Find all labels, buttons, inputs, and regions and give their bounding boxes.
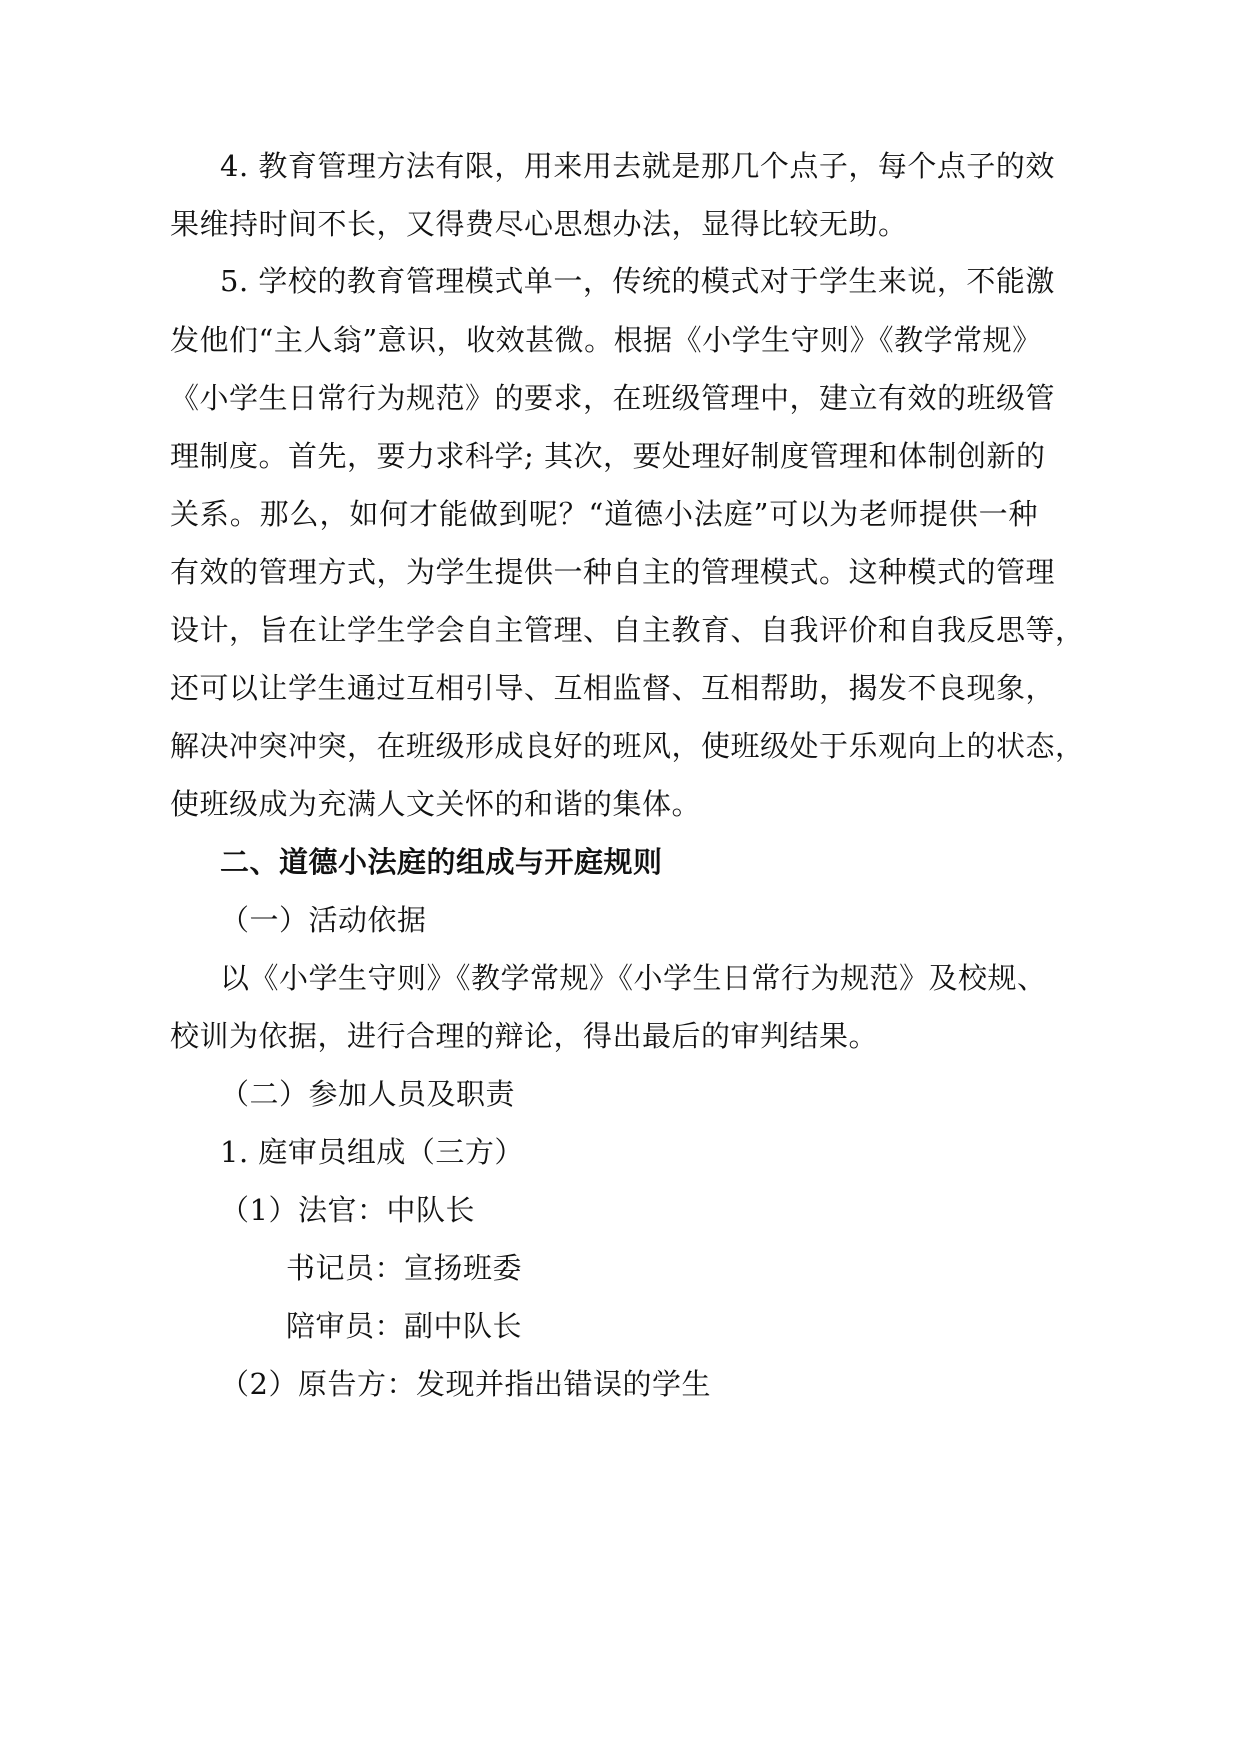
item-1-1-judge: （1）法官：中队长: [220, 1193, 475, 1227]
para5-line-8: 还可以让学生通过互相引导、互相监督、互相帮助，揭发不良现象，: [170, 671, 1056, 705]
para5-line-1: 5. 学校的教育管理模式单一，传统的模式对于学生来说，不能激: [220, 264, 1055, 298]
section-heading-2: 二、道德小法庭的组成与开庭规则: [220, 845, 663, 879]
para5-line-5: 关系。那么，如何才能做到呢？“道德小法庭”可以为老师提供一种: [170, 497, 1038, 531]
sub1-para-line-2: 校训为依据，进行合理的辩论，得出最后的审判结果。: [170, 1019, 879, 1053]
para5-line-3: 《小学生日常行为规范》的要求，在班级管理中，建立有效的班级管: [170, 381, 1056, 415]
para4-line-1: 4. 教育管理方法有限，用来用去就是那几个点子，每个点子的效: [220, 149, 1055, 183]
sub1-para-line-1: 以《小学生守则》《教学常规》《小学生日常行为规范》及校规、: [220, 961, 1047, 995]
para5-line-10: 使班级成为充满人文关怀的和谐的集体。: [170, 787, 702, 821]
para5-line-2: 发他们“主人翁”意识，收效甚微。根据《小学生守则》《教学常规》: [170, 323, 1042, 357]
item-1-clerk: 书记员：宣扬班委: [286, 1251, 523, 1285]
item-heading-1: 1. 庭审员组成（三方）: [220, 1135, 524, 1169]
item-1-2-plaintiff: （2）原告方：发现并指出错误的学生: [220, 1367, 711, 1401]
para5-line-4: 理制度。首先，要力求科学; 其次，要处理好制度管理和体制创新的: [170, 439, 1046, 473]
subsection-heading-1: （一）活动依据: [220, 903, 427, 937]
item-1-juror: 陪审员：副中队长: [286, 1309, 523, 1343]
para5-line-6: 有效的管理方式，为学生提供一种自主的管理模式。这种模式的管理: [170, 555, 1056, 589]
para5-line-9: 解决冲突冲突，在班级形成良好的班风，使班级处于乐观向上的状态，: [170, 729, 1085, 763]
subsection-heading-2: （二）参加人员及职责: [220, 1077, 516, 1111]
para5-line-7: 设计，旨在让学生学会自主管理、自主教育、自我评价和自我反思等，: [170, 613, 1085, 647]
para4-line-2: 果维持时间不长，又得费尽心思想办法，显得比较无助。: [170, 207, 908, 241]
